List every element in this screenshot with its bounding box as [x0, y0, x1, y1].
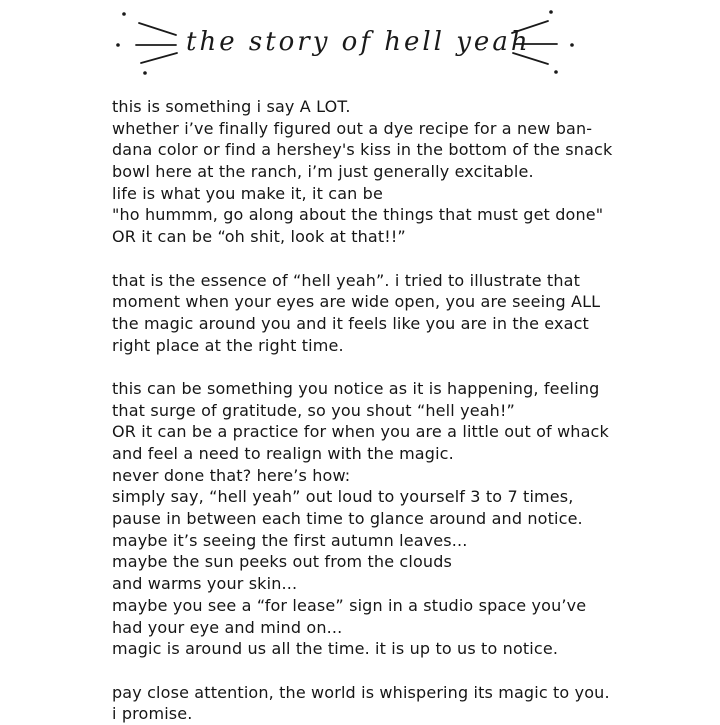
- text-line: and feel a need to realign with the magic.: [112, 444, 454, 463]
- text-line: dana color or find a hershey's kiss in the bottom of the snack: [112, 140, 613, 160]
- sparkle-dots-right: [549, 10, 574, 74]
- sparkle-dots-left: [116, 12, 147, 75]
- text-line: pay close attention, the world is whispering its magic to you.: [112, 682, 610, 702]
- text-line: "ho hummm, go along about the things that must get done": [112, 205, 604, 225]
- text-line: life is what you make it, it can be: [112, 183, 383, 203]
- text-line: that surge of gratitude, so you shout “hell yeah!”: [112, 400, 515, 420]
- text-line: never done that? here’s how:: [112, 465, 351, 485]
- ornament-line-bottom-left: [141, 53, 177, 63]
- story-body: [112, 96, 632, 725]
- text-line: maybe you see a “for lease” sign in a studio space you’ve: [112, 595, 587, 615]
- text-line: had your eye and mind on...: [112, 617, 343, 637]
- text-line: maybe the sun peeks out from the clouds: [112, 552, 452, 572]
- ornament-dot: [570, 43, 574, 47]
- paragraph: [112, 96, 632, 248]
- paragraph: [112, 682, 632, 725]
- text-line: bowl here at the ranch, i’m just generally excitable.: [112, 162, 534, 182]
- text-line: OR it can be a practice for when you are a little out of whack: [112, 422, 609, 442]
- text-line: magic is around us all the time. it is up to us to notice.: [112, 639, 559, 659]
- header: [0, 0, 720, 90]
- page-title: the story of hell yeah: [186, 27, 531, 57]
- text-line: whether i’ve finally figured out a dye recipe for a new ban-: [112, 118, 593, 138]
- ornament-dot: [554, 70, 558, 74]
- paragraph: [112, 378, 632, 660]
- text-line: maybe it’s seeing the first autumn leaves...: [112, 530, 468, 550]
- paragraph-gap: [112, 248, 632, 270]
- paragraph-gap: [112, 356, 632, 378]
- text-line: OR it can be “oh shit, look at that!!”: [112, 227, 406, 247]
- ornament-dot: [116, 43, 120, 47]
- text-line: that is the essence of “hell yeah”. i tried to illustrate that: [112, 270, 581, 290]
- text-line: and warms your skin...: [112, 574, 298, 594]
- ornament-dot: [549, 10, 553, 14]
- paragraph: [112, 270, 632, 357]
- text-line: right place at the right time.: [112, 335, 344, 355]
- ornament-dot: [122, 12, 126, 16]
- text-line: this can be something you notice as it is happening, feeling: [112, 378, 600, 398]
- paragraph-gap: [112, 660, 632, 682]
- text-line: moment when your eyes are wide open, you are seeing ALL: [112, 292, 601, 312]
- text-line: this is something i say A LOT.: [112, 97, 351, 116]
- text-line: i promise.: [112, 704, 193, 724]
- sparkle-lines-icon-left: [136, 23, 177, 63]
- text-line: pause in between each time to glance around and notice.: [112, 509, 583, 529]
- text-line: simply say, “hell yeah” out loud to yourself 3 to 7 times,: [112, 487, 574, 507]
- ornament-dot: [143, 71, 147, 75]
- ornament-line-top-left: [139, 23, 176, 35]
- text-line: the magic around you and it feels like you are in the exact: [112, 313, 589, 333]
